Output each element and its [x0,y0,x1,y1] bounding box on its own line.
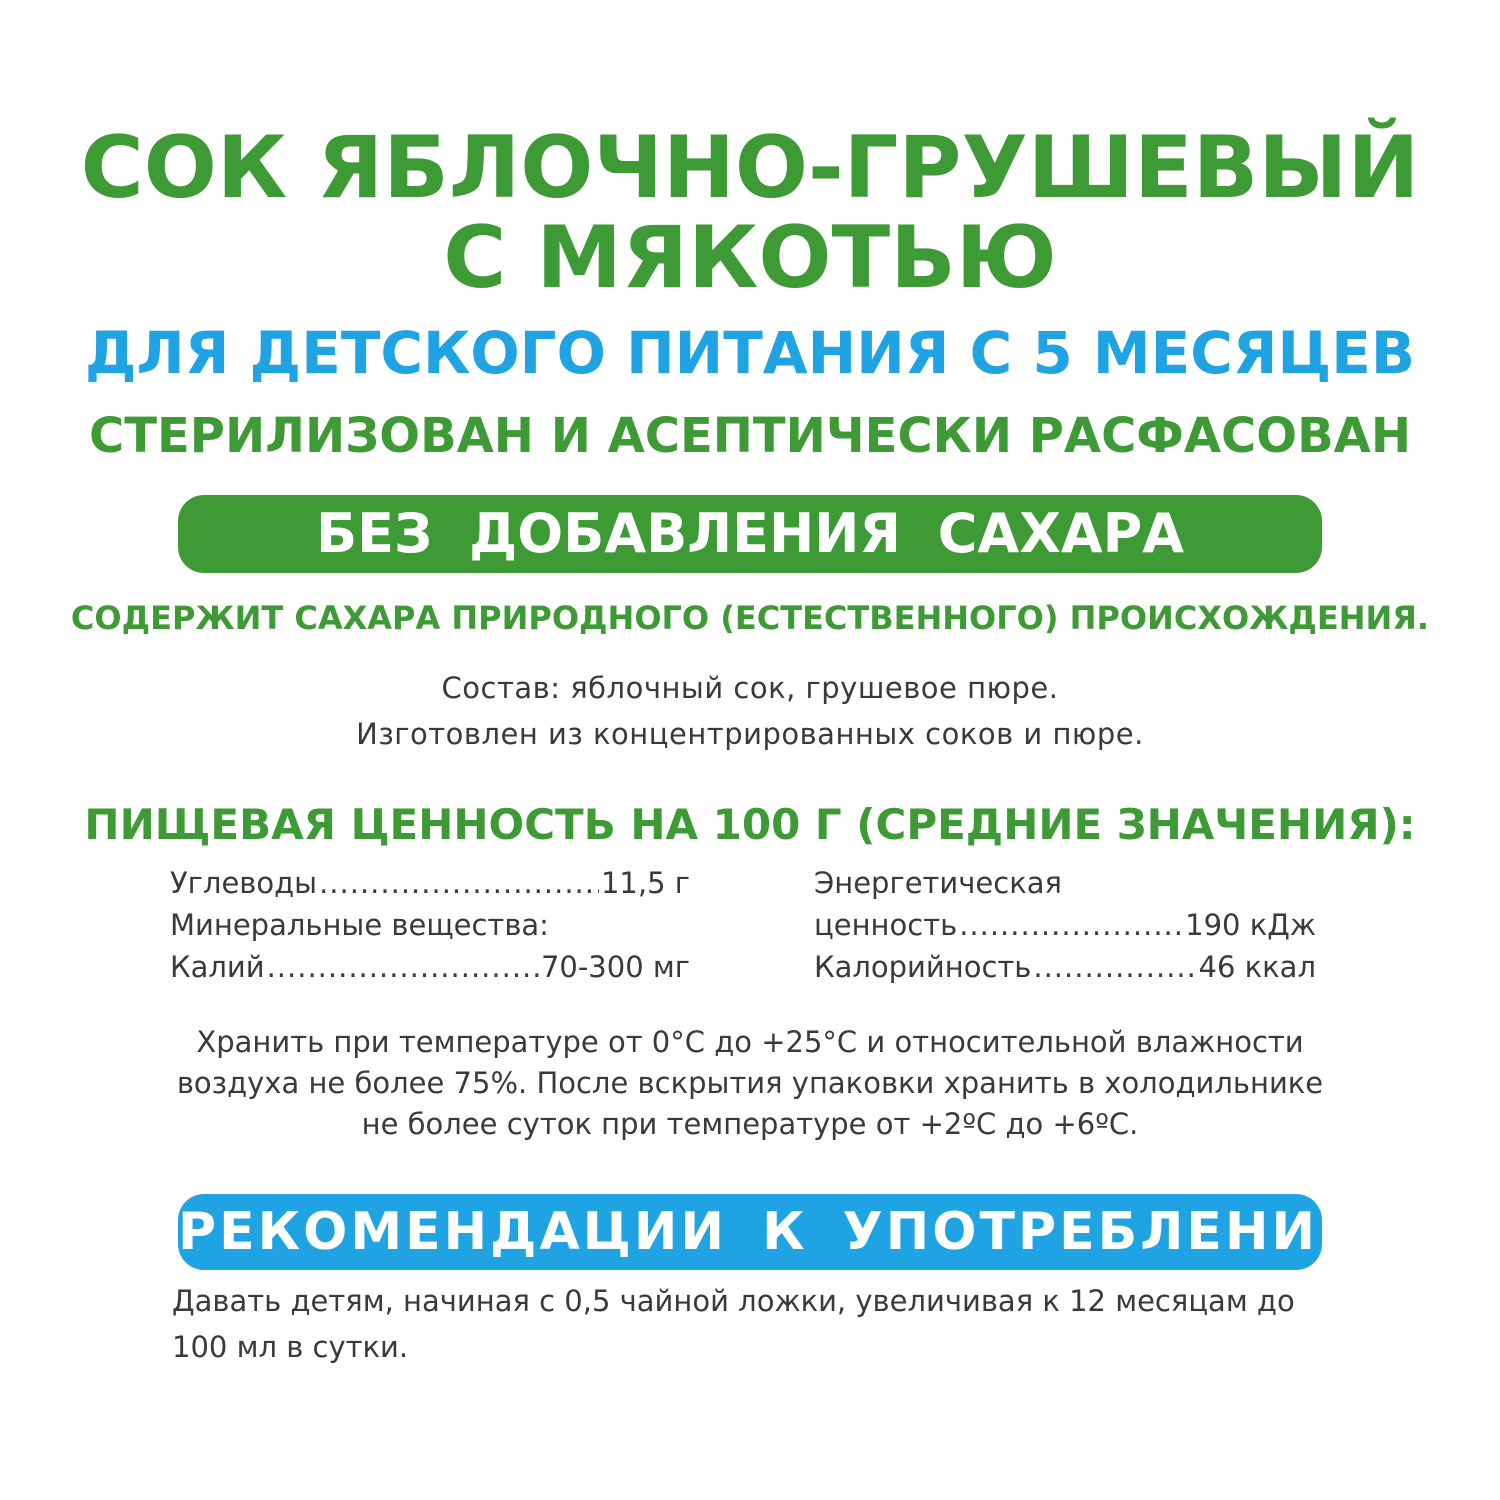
carbs-value: 11,5 г [600,866,690,900]
nutrition-title: ПИЩЕВАЯ ЦЕННОСТЬ НА 100 Г (СРЕДНИЕ ЗНАЧЕНИЯ): [84,800,1416,849]
composition-line-2: Изготовлен из концентрированных соков и пюре. [356,717,1144,751]
storage-line-2: воздуха не более 75%. После вскрытия упаковки хранить в холодильнике [176,1066,1324,1100]
processing-subtitle: СТЕРИЛИЗОВАН И АСЕПТИЧЕСКИ РАСФАСОВАН [89,408,1411,464]
natural-sugar-note: СОДЕРЖИТ САХАРА ПРИРОДНОГО (ЕСТЕСТВЕННОГО) ПРОИСХОЖДЕНИЯ. [70,599,1430,637]
calories-value: 46 ккал [1198,950,1316,984]
storage-instructions [0,1022,1500,1145]
nutrition-row-minerals [170,904,690,946]
storage-line-3: не более суток при температуре от +2ºС до +6ºС. [361,1107,1139,1141]
energy-value: 190 кДж [1185,908,1316,942]
product-title-line-1: СОК ЯБЛОЧНО-ГРУШЕВЫЙ [80,118,1420,218]
potassium-value: 70-300 мг [540,950,690,984]
energy-label-line-2: ценность [814,908,958,942]
no-sugar-banner: БЕЗ ДОБАВЛЕНИЯ САХАРА [178,495,1322,573]
nutrition-row-calories [814,946,1316,988]
dot-leader [267,946,539,988]
dot-leader [959,904,1183,946]
composition-line-1: Состав: яблочный сок, грушевое пюре. [441,671,1059,705]
nutrition-row-carbs [170,862,690,904]
calories-label: Калорийность [814,950,1032,984]
energy-label-line-1: Энергетическая [814,866,1062,900]
nutrition-row-energy-heading [814,862,1316,904]
recommendations-text: Давать детям, начиная с 0,5 чайной ложки, увеличивая к 12 месяцам до 100 мл в сутки. [172,1284,1295,1364]
age-subtitle: ДЛЯ ДЕТСКОГО ПИТАНИЯ С 5 МЕСЯЦЕВ [84,319,1416,387]
nutrition-row-potassium [170,946,690,988]
nutrition-row-energy [814,904,1316,946]
dot-leader [319,862,599,904]
recommendations-banner: РЕКОМЕНДАЦИИ К УПОТРЕБЛЕНИЮ: [178,1194,1322,1270]
carbs-label: Углеводы [170,866,318,900]
dot-leader [1033,946,1196,988]
storage-line-1: Хранить при температуре от 0°С до +25°С и относительной влажности [196,1025,1304,1059]
minerals-label: Минеральные вещества: [170,908,549,942]
product-title-line-2: С МЯКОТЬЮ [443,208,1057,308]
potassium-label: Калий [170,950,265,984]
